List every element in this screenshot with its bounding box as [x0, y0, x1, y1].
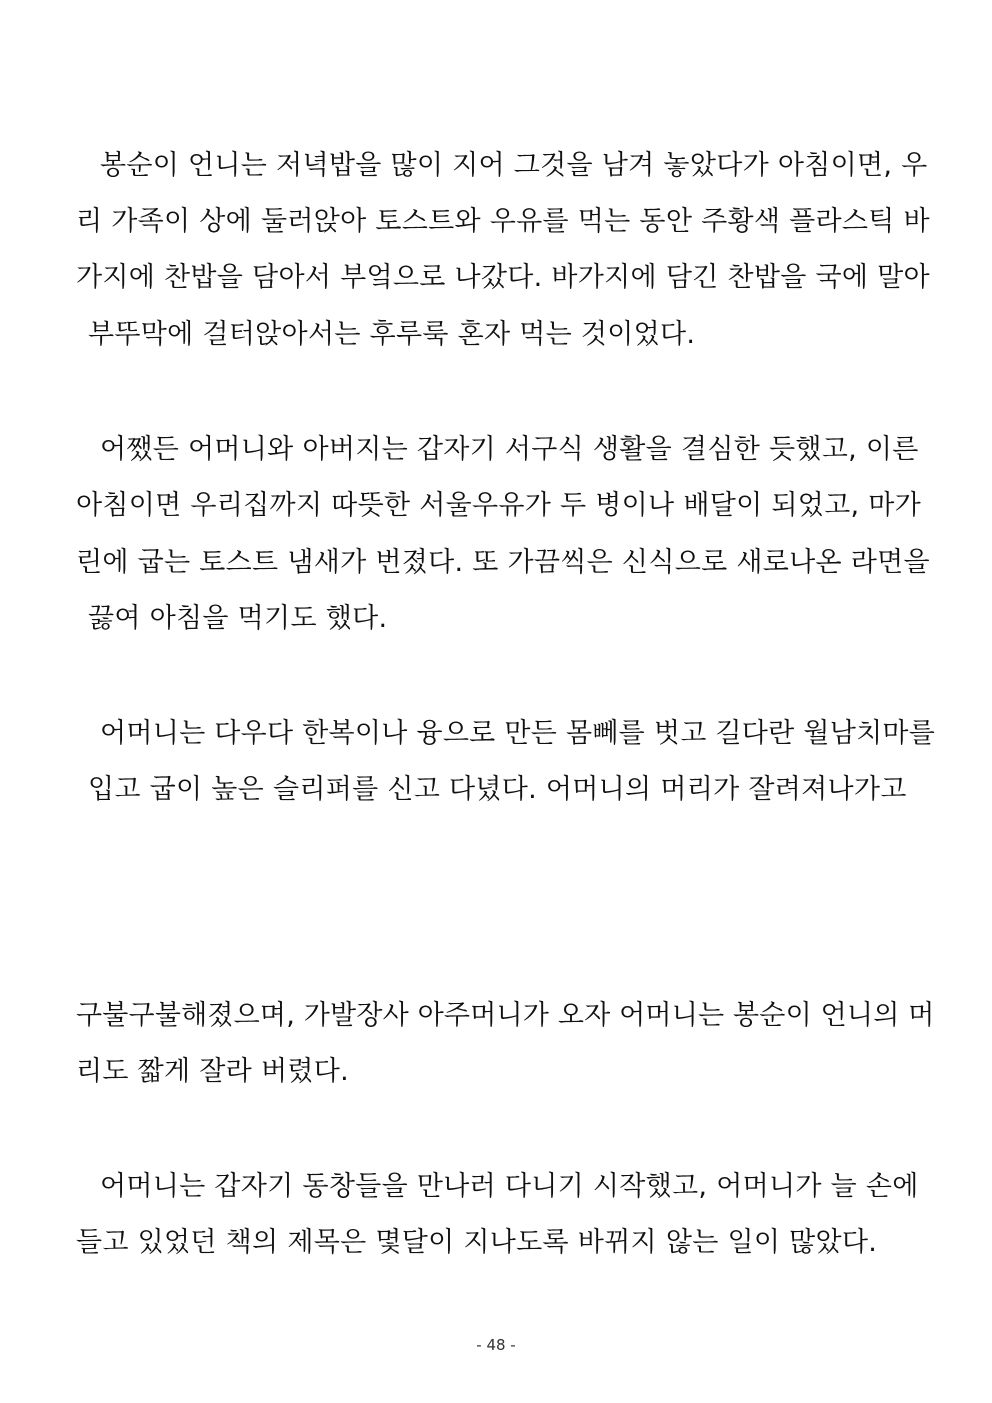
page-number: - 48 -: [476, 1336, 516, 1354]
text-line: 린에 굽는 토스트 냄새가 번졌다. 또 가끔씩은 신식으로 새로나온 라면을: [76, 547, 930, 578]
text-line: 리도 짧게 잘라 버렸다.: [76, 1056, 349, 1087]
text-line: 부뚜막에 걸터앉아서는 후루룩 혼자 먹는 것이었다.: [88, 319, 696, 350]
text-line: 어머니는 다우다 한복이나 융으로 만든 몸뻬를 벗고 길다란 월남치마를: [100, 718, 936, 749]
text-line: 끓여 아침을 먹기도 했다.: [88, 603, 388, 634]
text-line: 구불구불해졌으며, 가발장사 아주머니가 오자 어머니는 봉순이 언니의 머: [76, 1000, 935, 1031]
text-line: 가지에 찬밥을 담아서 부엌으로 나갔다. 바가지에 담긴 찬밥을 국에 말아: [76, 262, 930, 293]
text-line: 봉순이 언니는 저녁밥을 많이 지어 그것을 남겨 놓았다가 아침이면, 우: [100, 150, 928, 181]
text-line: 들고 있었던 책의 제목은 몇달이 지나도록 바뀌지 않는 일이 많았다.: [76, 1227, 878, 1258]
text-line: 어머니는 갑자기 동창들을 만나러 다니기 시작했고, 어머니가 늘 손에: [100, 1171, 919, 1202]
text-line: 아침이면 우리집까지 따뜻한 서울우유가 두 병이나 배달이 되었고, 마가: [76, 490, 922, 521]
text-line: 리 가족이 상에 둘러앉아 토스트와 우유를 먹는 동안 주황색 플라스틱 바: [76, 206, 930, 237]
text-line: 어쨌든 어머니와 아버지는 갑자기 서구식 생활을 결심한 듯했고, 이른: [100, 434, 919, 465]
text-line: 입고 굽이 높은 슬리퍼를 신고 다녔다. 어머니의 머리가 잘려져나가고: [88, 774, 907, 805]
